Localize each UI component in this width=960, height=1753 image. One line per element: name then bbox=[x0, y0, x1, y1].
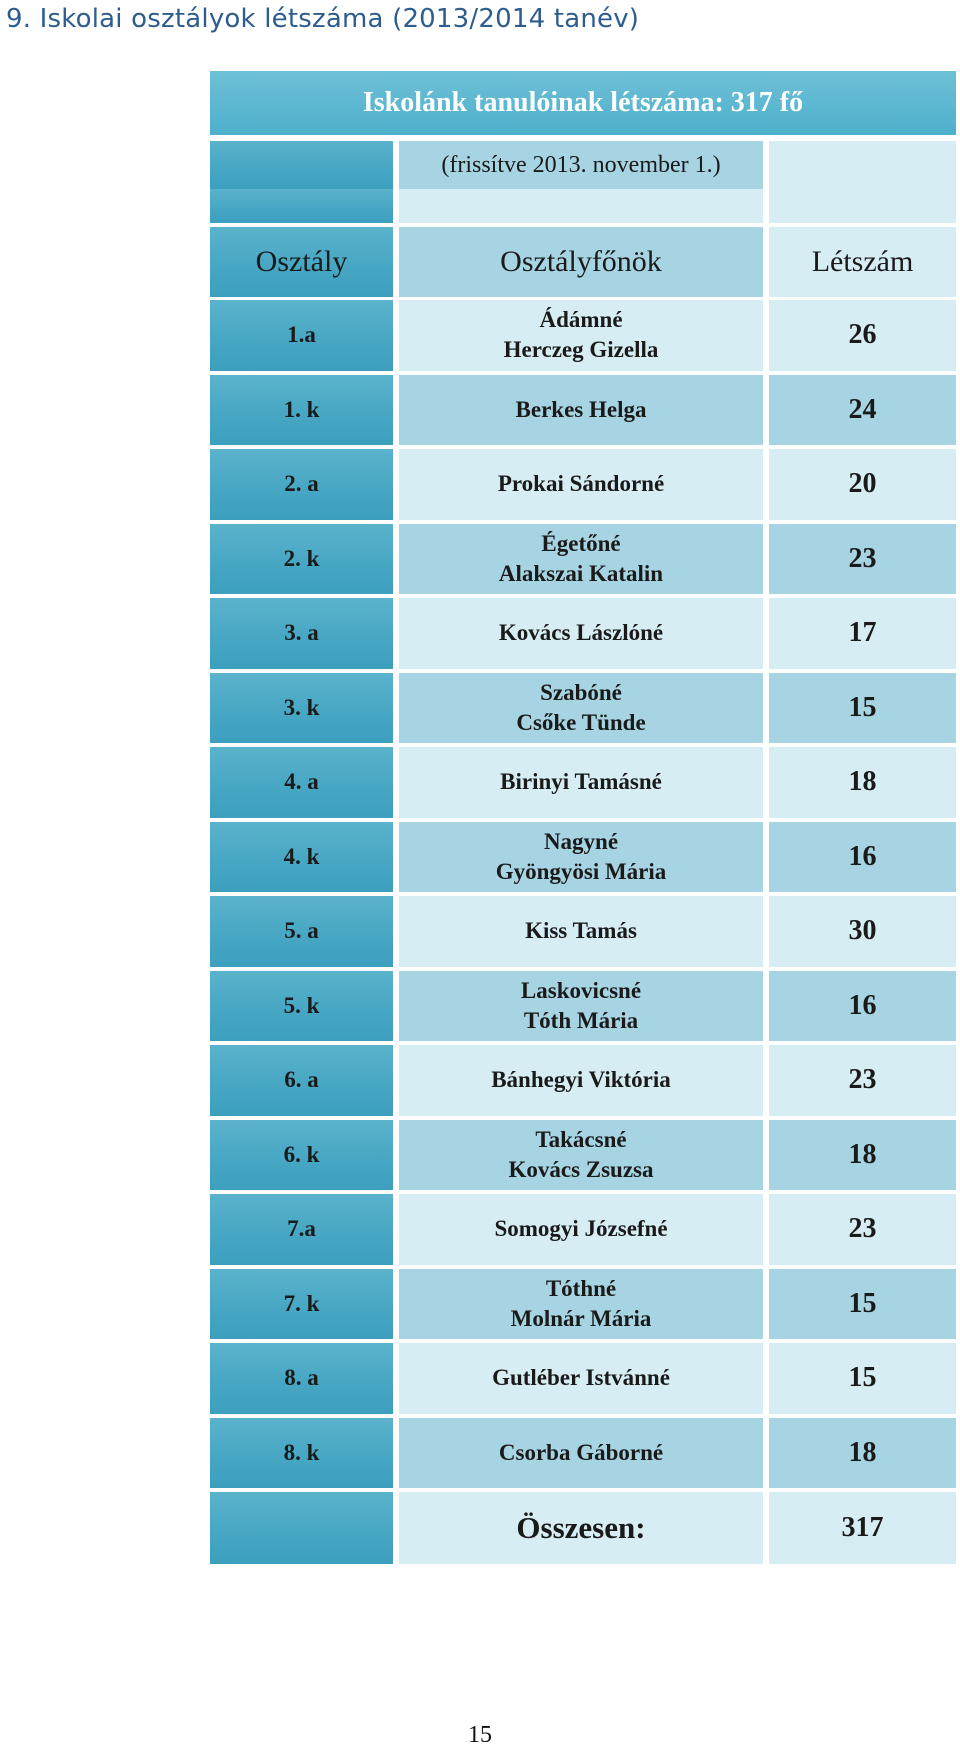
teacher-name-line: Laskovicsné bbox=[520, 977, 642, 1003]
updated-note: (frissítve 2013. november 1.) bbox=[399, 141, 763, 189]
table-row-count: 18 bbox=[769, 1418, 956, 1489]
teacher-name-line: Tóthné bbox=[545, 1275, 617, 1301]
table-row-count: 23 bbox=[769, 1045, 956, 1116]
table-row-teacher bbox=[399, 375, 763, 446]
table-row-teacher bbox=[399, 598, 763, 669]
table-row-teacher bbox=[399, 896, 763, 967]
table-row-class: 3. k bbox=[210, 673, 393, 744]
table-row-count: 18 bbox=[769, 747, 956, 818]
table-row-teacher bbox=[399, 524, 763, 595]
table-row-count: 18 bbox=[769, 1120, 956, 1191]
page-number: 15 bbox=[468, 1722, 492, 1748]
table-row-count: 26 bbox=[769, 300, 956, 371]
column-header-count: Létszám bbox=[769, 227, 956, 297]
teacher-name-line: Prokai Sándorné bbox=[497, 471, 665, 497]
table-row-count: 17 bbox=[769, 598, 956, 669]
table-row-count: 16 bbox=[769, 822, 956, 893]
table-row-teacher bbox=[399, 1120, 763, 1191]
table-row-class: 4. a bbox=[210, 747, 393, 818]
table-row-class: 8. a bbox=[210, 1343, 393, 1414]
table-row-class: 7. k bbox=[210, 1269, 393, 1340]
total-spacer-cell bbox=[210, 1492, 393, 1564]
table-row-class: 5. k bbox=[210, 971, 393, 1042]
table-row-teacher bbox=[399, 1343, 763, 1414]
table-row-teacher bbox=[399, 822, 763, 893]
table-row-teacher bbox=[399, 1045, 763, 1116]
table-title: Iskolánk tanulóinak létszáma: 317 fő bbox=[210, 71, 956, 135]
table-row-count: 15 bbox=[769, 1343, 956, 1414]
teacher-name-line: Berkes Helga bbox=[515, 396, 647, 422]
table-row-class: 4. k bbox=[210, 822, 393, 893]
teacher-name-line: Ádámné bbox=[539, 307, 623, 333]
table-row-count: 23 bbox=[769, 1194, 956, 1265]
table-row-class: 6. a bbox=[210, 1045, 393, 1116]
teacher-name-line: Kovács Lászlóné bbox=[498, 620, 664, 646]
table-row-class: 1. k bbox=[210, 375, 393, 446]
table-row-teacher bbox=[399, 1418, 763, 1489]
total-label: Összesen: bbox=[399, 1492, 763, 1564]
teacher-name-line: Kiss Tamás bbox=[525, 918, 637, 944]
table-row-class: 7.a bbox=[210, 1194, 393, 1265]
table-row-count: 15 bbox=[769, 1269, 956, 1340]
teacher-name-line: Molnár Mária bbox=[510, 1305, 652, 1331]
teacher-name-line: Nagyné bbox=[543, 828, 619, 854]
teacher-name-line: Birinyi Tamásné bbox=[500, 769, 662, 795]
table-row-class: 8. k bbox=[210, 1418, 393, 1489]
teacher-name-line: Tóth Mária bbox=[523, 1007, 639, 1033]
table-row-class: 5. a bbox=[210, 896, 393, 967]
spacer-cell bbox=[210, 189, 393, 223]
table-row-teacher bbox=[399, 449, 763, 520]
table-row-class: 6. k bbox=[210, 1120, 393, 1191]
spacer-cell bbox=[769, 189, 956, 223]
teacher-name-line: Alakszai Katalin bbox=[498, 560, 664, 586]
teacher-name-line: Kovács Zsuzsa bbox=[508, 1156, 654, 1182]
spacer-cell bbox=[399, 189, 763, 223]
table-row-teacher bbox=[399, 1269, 763, 1340]
teacher-name-line: Takácsné bbox=[535, 1126, 627, 1152]
table-row-teacher bbox=[399, 300, 763, 371]
table-row-class: 3. a bbox=[210, 598, 393, 669]
table-row-count: 24 bbox=[769, 375, 956, 446]
table-row-count: 16 bbox=[769, 971, 956, 1042]
column-header-teacher: Osztályfőnök bbox=[399, 227, 763, 297]
table-row-teacher bbox=[399, 747, 763, 818]
teacher-name-line: Szabóné bbox=[540, 679, 622, 705]
table-row-count: 15 bbox=[769, 673, 956, 744]
title-spacer-cell bbox=[769, 141, 956, 189]
teacher-name-line: Herczeg Gizella bbox=[503, 337, 659, 363]
table-row-teacher bbox=[399, 1194, 763, 1265]
column-header-class: Osztály bbox=[210, 227, 393, 297]
table-row-class: 2. k bbox=[210, 524, 393, 595]
table-row-count: 20 bbox=[769, 449, 956, 520]
table-row-count: 30 bbox=[769, 896, 956, 967]
teacher-name-line: Gutléber Istvánné bbox=[492, 1365, 670, 1391]
teacher-name-line: Gyöngyösi Mária bbox=[495, 858, 667, 884]
page-heading: 9. Iskolai osztályok létszáma (2013/2014 tanév) bbox=[6, 4, 640, 34]
total-value: 317 bbox=[769, 1492, 956, 1564]
table-row-class: 1.a bbox=[210, 300, 393, 371]
teacher-name-line: Csorba Gáborné bbox=[498, 1439, 664, 1465]
teacher-name-line: Csőke Tünde bbox=[516, 709, 646, 735]
teacher-name-line: Égetőné bbox=[541, 530, 621, 556]
table-row-teacher bbox=[399, 971, 763, 1042]
title-spacer-cell bbox=[210, 141, 393, 189]
teacher-name-line: Somogyi Józsefné bbox=[494, 1216, 668, 1242]
teacher-name-line: Bánhegyi Viktória bbox=[491, 1067, 671, 1093]
table-row-count: 23 bbox=[769, 524, 956, 595]
table-row-teacher bbox=[399, 673, 763, 744]
table-row-class: 2. a bbox=[210, 449, 393, 520]
